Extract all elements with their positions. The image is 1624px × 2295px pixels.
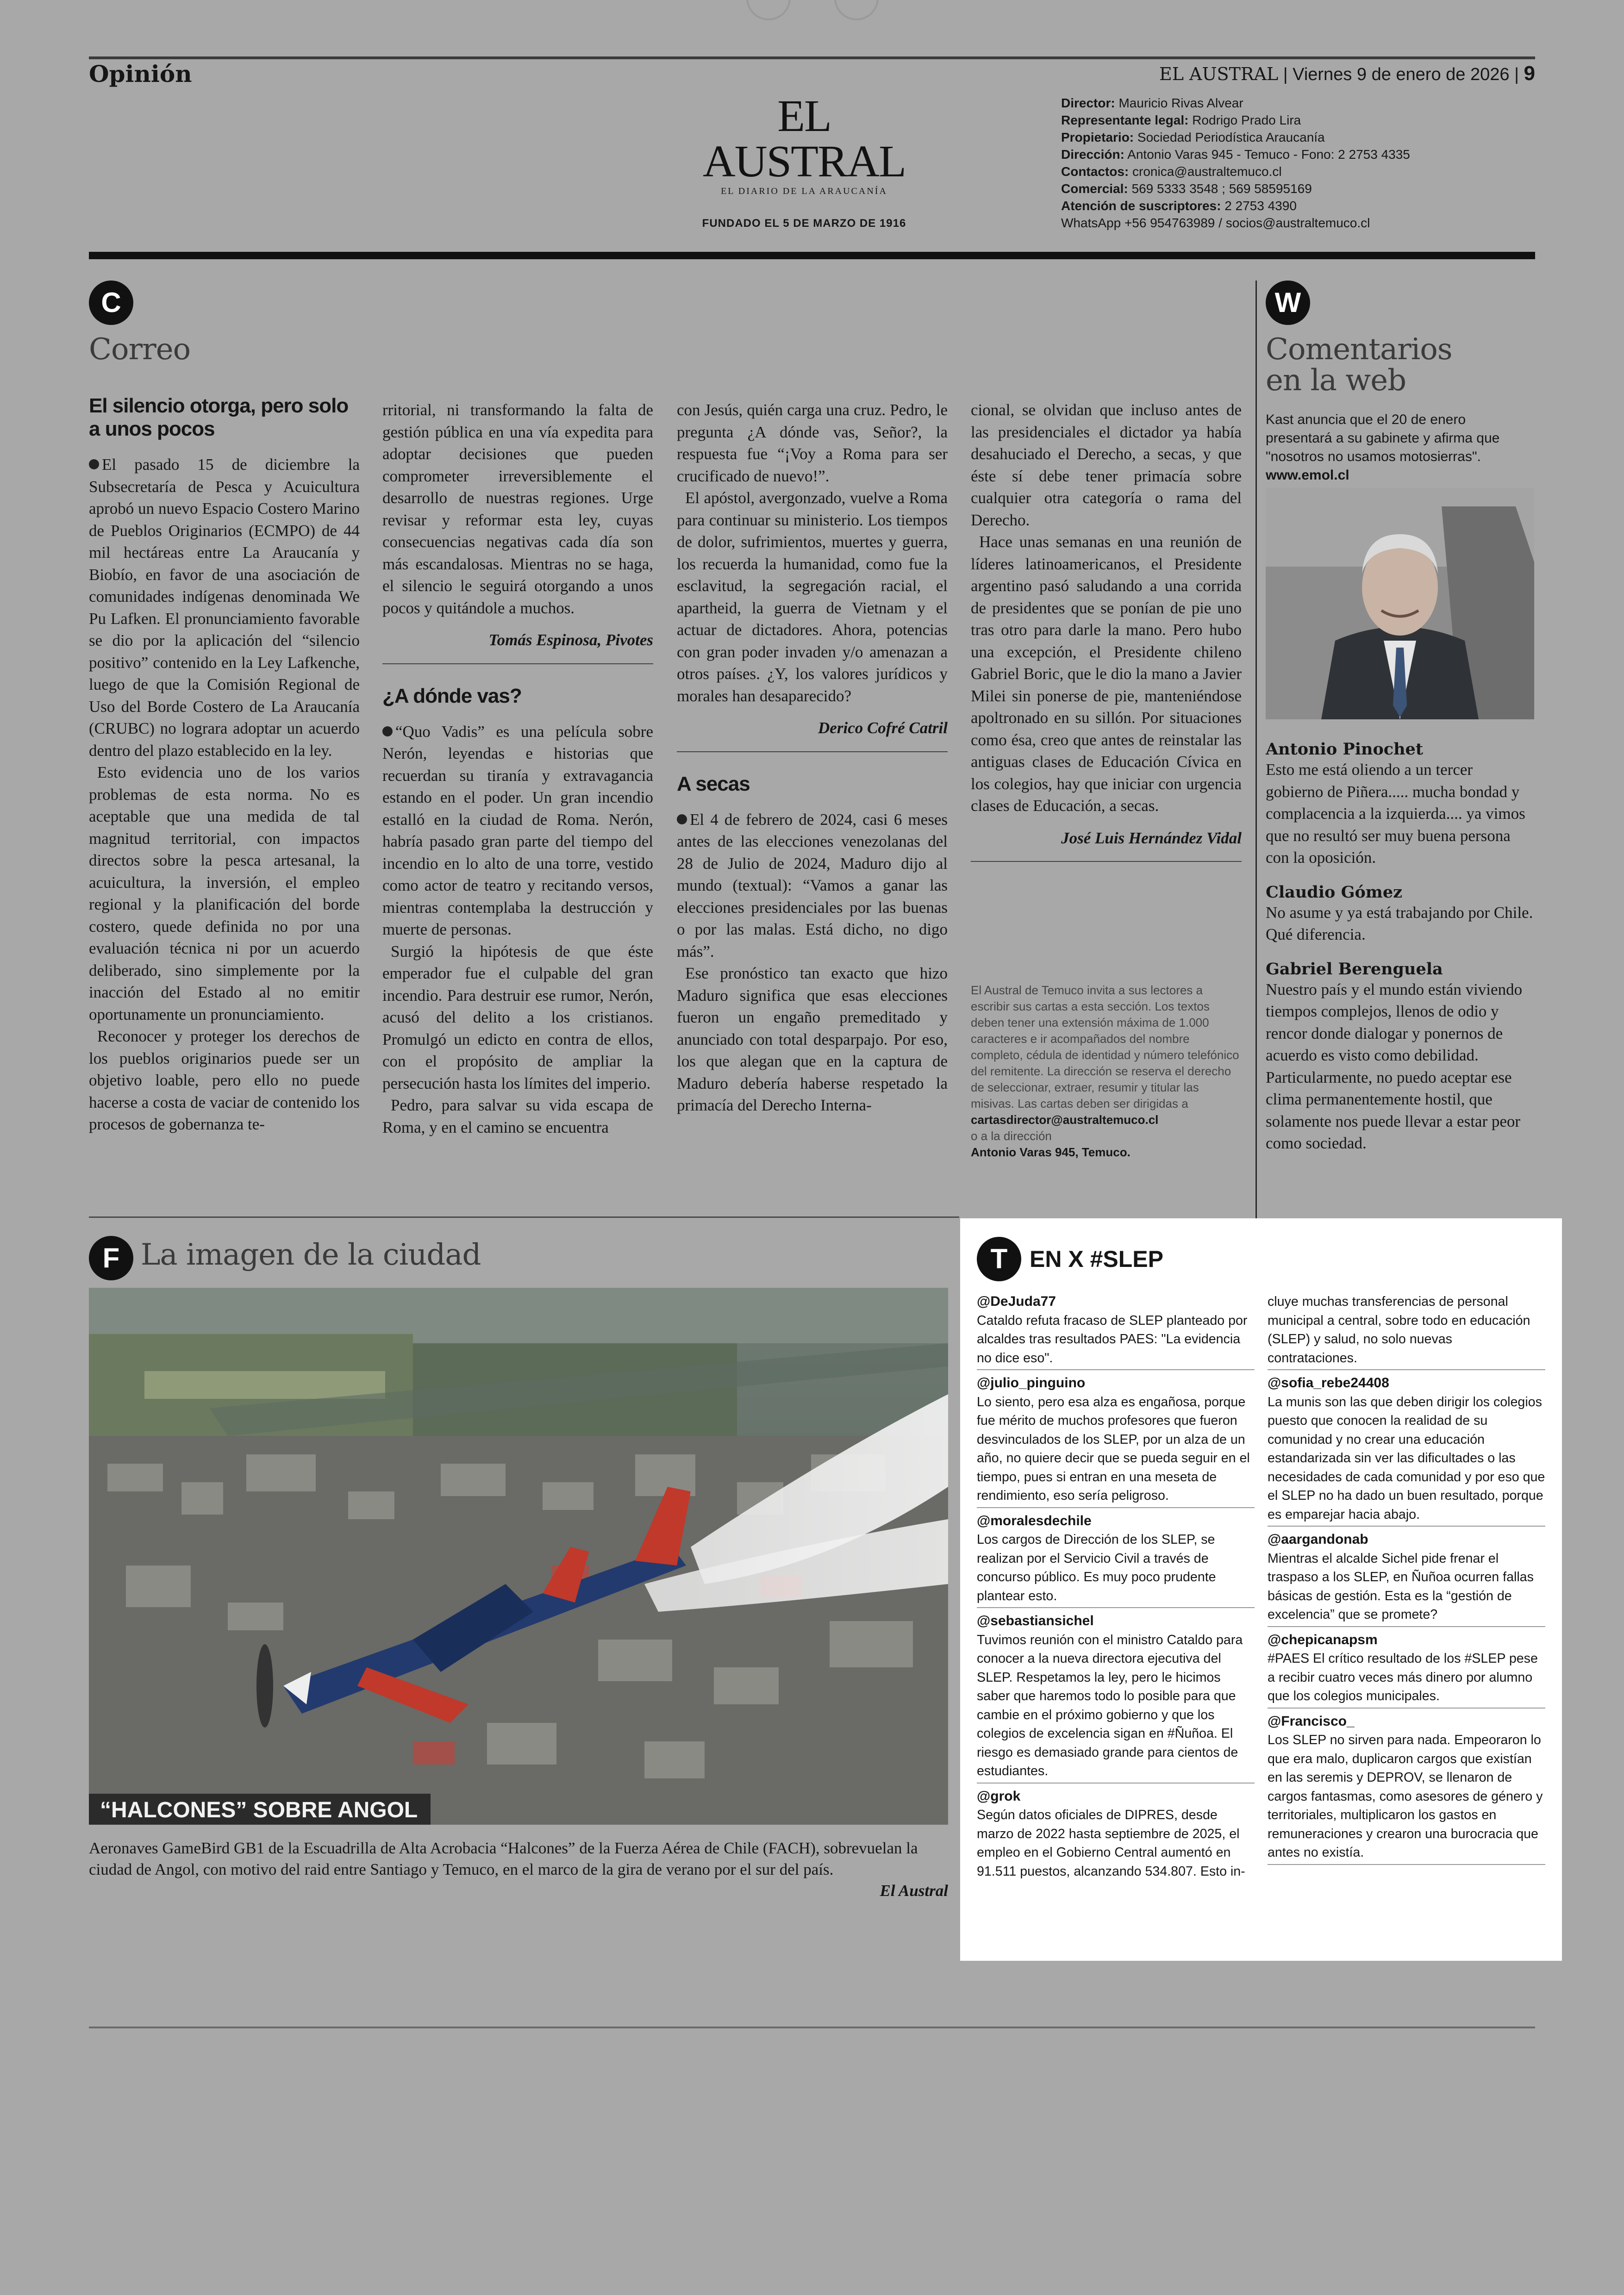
x-post-handle[interactable]: @DeJuda77 — [977, 1294, 1056, 1309]
staff-line: Representante legal: Rodrigo Prado Lira — [1061, 113, 1301, 127]
letter1-headline: El silencio otorga, pero solo a unos pocos — [89, 394, 349, 440]
x-post-handle[interactable]: @julio_pinguino — [977, 1375, 1086, 1391]
web-comment-author: Claudio Gómez — [1266, 882, 1402, 902]
letter1-paragraph: El pasado 15 de diciembre la Subsecretaría de Pesca y Acuicultura aprobó un nuevo Espacio Costero Marino de Pueblos Originarios (ECMPO) de 44 mil hectáreas entre La Araucanía y Biobío, en favor de una asociación de comunidades indígenas denominada We Pu Lafken. El pronunciamiento favorable se dio por la aplicación del “silencio positivo” contenido en la Ley Lafkenche, luego de que la Comisión Regional de Uso del Borde Costero de La Araucanía (CRUBC) no lograra adoptar un acuerdo dentro del plazo establecido en la ley. — [89, 455, 360, 760]
x-post-text: Los SLEP no sirven para nada. Empeoraron lo que era malo, duplicaron cargos que existían en las seremis y DEPROV, se llenaron de cargos fantasmas, como asesores de género y territoriales, multiplicaron los gastos en remuneraciones y crearon una burocracia que antes no existía. — [1268, 1733, 1543, 1860]
web-section-icon: W — [1266, 281, 1310, 325]
x-post — [977, 1374, 1255, 1508]
photo-caption: Aeronaves GameBird GB1 de la Escuadrilla de Alta Acrobacia “Halcones” de la Fuerza Aérea de Chile (FACH), sobrevuelan la ciudad de Angol, con motivo del raid entre Santiago y Temuco, en el marco de la gira de verano por el sur del país. El Austral — [89, 1838, 948, 1902]
x-post — [1268, 1530, 1545, 1627]
ciudad-section-icon: F — [89, 1236, 133, 1280]
x-post-handle[interactable]: @moralesdechile — [977, 1513, 1092, 1528]
x-post — [1268, 1374, 1545, 1527]
logo-subtitle: EL DIARIO DE LA ARAUCANÍA — [721, 186, 887, 196]
staff-line: Dirección: Antonio Varas 945 - Temuco - Fono: 2 2753 4335 — [1061, 147, 1410, 162]
letter3-continuation: cional, se olvidan que incluso antes de las presidenciales el dictador ya había desahuciado el Derecho, a secas, y que éste sí debe tener primacía sobre cualquier otra categoría o rama del Derecho. — [971, 401, 1242, 529]
web-comment-text: Nuestro país y el mundo están viviendo tiempos complejos, llenos de odio y rencor donde dialogar y ponernos de acuerdo es visto como debilidad. Particularmente, no puedo aceptar ese clima permanentemente hostil, que solamente nos puede llevar a estar peor como sociedad. — [1266, 980, 1523, 1152]
letter3-signature: José Luis Hernández Vidal — [1061, 829, 1242, 847]
x-section-panel — [960, 1218, 1562, 1961]
x-section-header — [977, 1237, 1163, 1281]
web-comment — [1266, 883, 1534, 946]
letter1-paragraph: Esto evidencia uno de los varios problemas de esta norma. No es aceptable que una medida de tal magnitud territorial, con impactos directos sobre la pesca artesanal, la acuicultura, la inversión, el empleo regional y la planificación del borde costero, quede definida no por una evaluación técnica ni por un acuerdo deliberado, sino simplemente por la inacción del Estado al no emitir oportunamente un pronunciamiento. — [89, 763, 360, 1023]
x-section-icon: T — [977, 1237, 1021, 1281]
staff-line: Contactos: cronica@australtemuco.cl — [1061, 164, 1282, 179]
letter1-continuation: rritorial, ni transformando la falta de gestión pública en una vía expedita para adoptar decisiones que pueden comprometer irreversiblemente el desarrollo de nuestras regiones. Urge revisar y reformar esta ley, cuyas consecuencias negativas cada día son más escandalosas. Mientras no se haga, el silencio le seguirá otorgando a unos pocos y quitándole a muchos. — [382, 401, 653, 617]
x-post-text: Según datos oficiales de DIPRES, desde marzo de 2022 hasta septiembre de 2025, el empleo en el Gobierno Central aumentó en 91.511 puestos, alcanzando 534.807. Esto in- — [977, 1808, 1245, 1879]
x-post — [1268, 1631, 1545, 1709]
letters-address: Antonio Varas 945, Temuco. — [971, 1145, 1131, 1159]
x-post-continuation: cluye muchas transferencias de personal municipal a central, sobre todo en educación (SLEP) y salud, no solo nuevas contrataciones. — [1268, 1292, 1545, 1370]
x-section-title: EN X #SLEP — [1030, 1246, 1163, 1272]
x-post-handle[interactable]: @Francisco_ — [1268, 1713, 1355, 1729]
staff-box — [1061, 94, 1515, 231]
x-post — [977, 1787, 1255, 1883]
letter1-signature: Tomás Espinosa, Pivotes — [488, 631, 653, 649]
staff-line: WhatsApp +56 954763989 / socios@australtemuco.cl — [1061, 216, 1370, 230]
letter2-continuation: con Jesús, quién carga una cruz. Pedro, le pregunta ¿A dónde vas, Señor?, la respuesta fue “¡Voy a Roma para ser crucificado de nuevo!”. — [677, 401, 948, 485]
next-page-button[interactable] — [834, 0, 879, 20]
web-lead-source[interactable]: www.emol.cl — [1266, 468, 1349, 483]
letter-column-3 — [677, 399, 948, 1116]
letter3-continuation: Hace unas semanas en una reunión de líderes latinoamericanos, el Presidente argentino pasó saludando a una corrida de presidentes que se ponían de pie uno tras otro para darle la mano. Pero hubo una excepción, el Presidente chileno Gabriel Boric, que le dio la mano a Javier Milei sin ponerse de pie, manteniéndose apoltronado en su sillón. Por situaciones como ésa, creo que antes de reinstalar las antiguas clases de Educación Cívica en los colegios, hay que iniciar con urgencia clases de Educación, a secas. — [971, 533, 1242, 815]
letter2-paragraph: Pedro, para salvar su vida escapa de Roma, y en el camino se encuentra — [382, 1096, 653, 1136]
web-comment-author: Gabriel Berenguela — [1266, 959, 1443, 979]
x-post-handle[interactable]: @aargandonab — [1268, 1532, 1368, 1547]
ciudad-section-title: La imagen de la ciudad — [141, 1238, 481, 1272]
letter2-paragraph: “Quo Vadis” es una película sobre Nerón, leyendas e historias que recuerdan su tiranía y extravagancia estando en el poder. Un gran incendio estalló en la ciudad de Roma. Nerón, habría pasado gran parte del tiempo del incendio en lo alto de una torre, vestido como actor de teatro y recitando versos, mientras contemplaba la destrucción y muerte de personas. — [382, 722, 653, 938]
x-post-handle[interactable]: @grok — [977, 1788, 1021, 1804]
staff-line: Atención de suscriptores: 2 2753 4390 — [1061, 199, 1297, 213]
correo-section-title: Correo — [89, 332, 191, 367]
x-post — [977, 1292, 1255, 1370]
bullet-dot — [677, 814, 687, 824]
masthead-rule — [89, 252, 1535, 259]
x-post-text: Los cargos de Dirección de los SLEP, se realizan por el Servicio Civil a través de concurso público. Es muy poco prudente plantear esto. — [977, 1532, 1216, 1603]
web-lead: Kast anuncia que el 20 de enero presentará a su gabinete y afirma que "nosotros no usamos motosierras". www.emol.cl — [1266, 412, 1500, 483]
section-divider — [89, 1216, 959, 1218]
x-post-text: Tuvimos reunión con el ministro Cataldo para conocer a la nueva directora ejecutiva del SLEP. Respetamos la ley, pero le hicimos saber que haremos todo lo posible para que cambie en el próximo gobierno y que los colegios de excelencia sigan en #Ñuñoa. El riesgo es demasiado grande para cientos de estudiantes. — [977, 1632, 1243, 1778]
x-post-text: #PAES El crítico resultado de los #SLEP pese a recibir cuatro veces más dinero por alumno que los colegios municipales. — [1268, 1651, 1538, 1703]
x-post-text: La munis son las que deben dirigir los colegios puesto que conocen la realidad de su comunidad y no crear una educación estandarizada sin ver las dificultades o las necesidades de cada comunidad y por eso que el SLEP no ha dado un buen resultado, porque es emparejar hacia abajo. — [1268, 1394, 1545, 1522]
founded-line: FUNDADO EL 5 DE MARZO DE 1916 — [702, 217, 906, 230]
web-comment — [1266, 740, 1534, 869]
bullet-dot — [382, 726, 393, 736]
logo-title: EL AUSTRAL — [703, 91, 906, 187]
letter-divider — [677, 751, 948, 752]
letters-or: o a la dirección — [971, 1129, 1052, 1143]
web-comment — [1266, 960, 1534, 1154]
x-post-text: Mientras el alcalde Sichel pide frenar el traspaso a los SLEP, en Ñuñoa ocurren fallas básicas de gestión. Esta es la “gestión de excelencia” que se promete? — [1268, 1551, 1534, 1622]
portrait-illustration — [1266, 488, 1534, 719]
letter3-headline: A secas — [677, 772, 750, 795]
letter-column-4 — [971, 399, 1242, 882]
column-rule — [1255, 281, 1257, 1262]
letter2-paragraph: Surgió la hipótesis de que éste emperador fue el culpable del gran incendio. Para destruir ese rumor, Nerón, acusó del delito a los cristianos. Promulgó un edicto en contra de ellos, con el propósito de ampliar la persecución hasta los límites del imperio. — [382, 942, 653, 1092]
letter-divider — [971, 861, 1242, 862]
x-column-left — [977, 1292, 1255, 1886]
x-post — [1268, 1712, 1545, 1865]
x-post-handle[interactable]: @sebastiansichel — [977, 1613, 1094, 1628]
x-post-text: Cataldo refuta fracaso de SLEP planteado por alcaldes tras resultados PAES: "La evidencia no dice eso". — [977, 1313, 1248, 1366]
top-rule — [89, 56, 1535, 59]
staff-line: Propietario: Sociedad Periodística Araucanía — [1061, 130, 1325, 144]
x-column-right — [1268, 1292, 1545, 1869]
photo-label: “HALCONES” SOBRE ANGOL — [89, 1794, 431, 1825]
prev-page-button[interactable] — [746, 0, 791, 20]
web-comment-text: No asume y ya está trabajando por Chile. Qué diferencia. — [1266, 903, 1533, 943]
staff-line: Comercial: 569 5333 3548 ; 569 58595169 — [1061, 181, 1312, 196]
letter1-paragraph: Reconocer y proteger los derechos de los pueblos originarios puede ser un objetivo loable, pero ello no puede hacerse a costa de vaciar de contenido los procesos de gobernanza te- — [89, 1027, 360, 1133]
letter-divider — [382, 663, 653, 664]
correo-section-icon: C — [89, 281, 133, 325]
letter2-signature: Derico Cofré Catril — [818, 719, 948, 737]
letter3-paragraph: Ese pronóstico tan exacto que hizo Maduro significa que esas elecciones fueron un engaño premeditado y anunciado con total desparpajo. Por eso, los que alegan que en la captura de Maduro debería haberse respetado la primacía del Derecho Interna- — [677, 964, 948, 1114]
x-post-text: Lo siento, pero esa alza es engañosa, porque fue mérito de muchos profesores que fueron desvinculados de los SLEP, por un alza de un año, no quiere decir que se pueda seguir en el tiempo, pues si entran en una meseta de rendimiento, eso sería peligroso. — [977, 1394, 1250, 1503]
photo-credit: El Austral — [880, 1882, 948, 1900]
x-post-handle[interactable]: @sofia_rebe24408 — [1268, 1375, 1389, 1391]
masthead-logo — [684, 91, 924, 230]
letter-column-2 — [382, 399, 653, 1138]
x-post-handle[interactable]: @chepicanapsm — [1268, 1632, 1378, 1647]
web-comment-text: Esto me está oliendo a un tercer gobierno de Piñera..... mucha bondad y complacencia a la izquierda.... ya vimos que no resultó ser muy buena persona con la oposición. — [1266, 761, 1525, 867]
folio-date: Viernes 9 de enero de 2026 — [1293, 65, 1510, 84]
bottom-rule — [89, 2027, 1535, 2028]
web-comments — [1266, 735, 1534, 1168]
page-number: 9 — [1524, 62, 1535, 85]
letter2-headline: ¿A dónde vas? — [382, 684, 522, 707]
bullet-dot — [89, 459, 99, 469]
letter3-paragraph: El 4 de febrero de 2024, casi 6 meses antes de las elecciones venezolanas del 28 de Julio de 2024, Maduro dijo al mundo (textual): “Vamos a ganar las elecciones presidenciales por las buenas o por las malas. Está dicho, no digo más”. — [677, 810, 948, 960]
x-post — [977, 1512, 1255, 1609]
letters-email[interactable]: cartasdirector@australtemuco.cl — [971, 1113, 1159, 1127]
web-comment-author: Antonio Pinochet — [1266, 740, 1423, 759]
city-aerial-illustration — [89, 1288, 948, 1825]
portrait-photo — [1266, 488, 1534, 719]
letter-column-1 — [89, 394, 360, 1135]
section-name: Opinión — [89, 60, 192, 87]
web-section-title: Comentarios en la web — [1266, 332, 1452, 398]
x-post — [977, 1612, 1255, 1784]
letter2-continuation: El apóstol, avergonzado, vuelve a Roma para continuar su ministerio. Los tiempos de dolor, sufrimientos, muertes y guerra, los recuerda la humanidad, como fue la esclavitud, la segregación racial, el apartheid, la guerra de Vietnam y el actuar de dictadores. Ahora, potencias con gran poder invaden y/o amenazan a otros países. ¿Y, los valores jurídicos y morales han desaparecido? — [677, 489, 948, 705]
folio: EL AUSTRAL | Viernes 9 de enero de 2026 | 9 — [1159, 62, 1535, 85]
letters-note: El Austral de Temuco invita a sus lectores a escribir sus cartas a esta sección. Los textos deben tener una extensión máxima de 1.000 caracteres e ir acompañados del nombre completo, cédula de identidad y número telefónico del remitente. La dirección se reserva el derecho de seleccionar, extraer, resumir y titular las misivas. Las cartas deben ser dirigidas a cartasdirector@australtemuco.cl o a la dirección Antonio Varas 945, Temuco. — [971, 982, 1242, 1160]
city-photo — [89, 1288, 948, 1825]
staff-line: Director: Mauricio Rivas Alvear — [1061, 96, 1243, 110]
folio-paper-name: EL AUSTRAL — [1159, 64, 1279, 84]
